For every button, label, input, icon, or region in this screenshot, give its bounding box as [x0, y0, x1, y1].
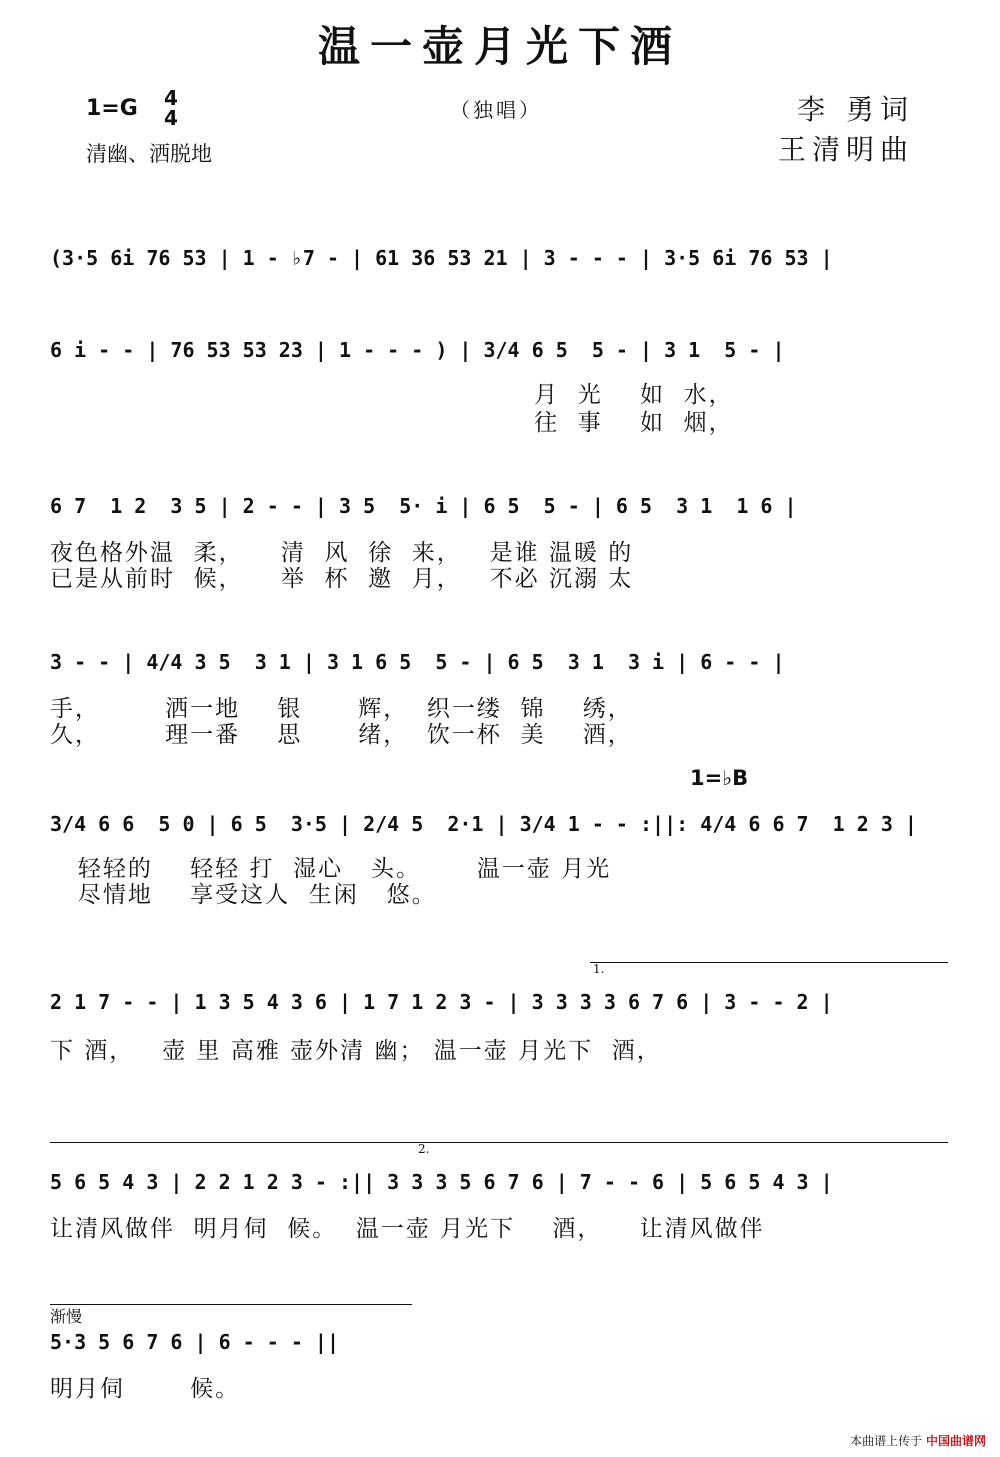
meter-top: 4 [164, 86, 178, 110]
lyric-line-2a: 月 光 如 水， [50, 382, 734, 408]
footer-prefix: 本曲谱上传于 [850, 1434, 923, 1448]
staff-line-6: 2 1 7 - - | 1 3 5 4 3 6 | 1 7 1 2 3 - | 3 3 3 3 6 7 6 | 3 - - 2 | [50, 990, 833, 1014]
lyric-line-3b: 已是从前时 候， 举 杯 邀 月， 不必 沉溺 太 [50, 566, 634, 592]
staff-line-8: 5·3 5 6 7 6 | 6 - - - || [50, 1330, 339, 1354]
lyricist-credit: 李 勇词 [797, 93, 914, 126]
lyric-line-5a: 轻轻的 轻轻 打 湿心 头。 温一壶 月光 [50, 856, 612, 882]
rit-bracket [50, 1304, 412, 1305]
lyric-line-3a: 夜色格外温 柔， 清 风 徐 来， 是谁 温暖 的 [50, 540, 634, 566]
lyric-line-4b: 久， 理一番 思 绪， 饮一杯 美 酒， [50, 722, 633, 748]
meter-bottom: 4 [164, 106, 178, 130]
song-title: 温一壶月光下酒 [317, 22, 682, 71]
staff-line-3: 6 7 1 2 3 5 | 2 - - | 3 5 5· i | 6 5 5 - | 6 5 3 1 1 6 | [50, 494, 797, 518]
time-signature [164, 88, 178, 128]
volta-2-label: 2. [418, 1142, 430, 1156]
staff-line-7: 5 6 5 4 3 | 2 2 1 2 3 - :|| 3 3 3 5 6 7 6 | 7 - - 6 | 5 6 5 4 3 | [50, 1170, 833, 1194]
lyric-line-2b: 往 事 如 烟， [50, 410, 734, 436]
tempo-change: 渐慢 [50, 1307, 83, 1326]
volta-1-label: 1. [593, 962, 605, 976]
lyric-line-4a: 手， 洒一地 银 辉， 织一缕 锦 绣， [50, 696, 633, 722]
key-signature: 1=G [86, 96, 138, 121]
tempo-marking: 清幽、洒脱地 [86, 142, 212, 166]
volta-1-bracket [590, 962, 948, 963]
staff-line-2: 6 i - - | 76 53 53 23 | 1 - - - ) | 3/4 6 5 5 - | 3 1 5 - | [50, 338, 785, 362]
staff-line-4: 3 - - | 4/4 3 5 3 1 | 3 1 6 5 5 - | 6 5 3 1 3 i | 6 - - | [50, 650, 785, 674]
lyric-line-6a: 下 酒， 壶 里 高雅 壶外清 幽； 温一壶 月光下 酒， [50, 1038, 662, 1064]
volta-line [50, 1142, 948, 1143]
performance-note: （独唱） [450, 98, 542, 122]
footer-credit [850, 1432, 986, 1449]
staff-line-5: 3/4 6 6 5 0 | 6 5 3·5 | 2/4 5 2·1 | 3/4 1 - - :||: 4/4 6 6 7 1 2 3 | [50, 812, 917, 836]
lyric-line-7a: 让清风做伴 明月伺 候。 温一壶 月光下 酒， 让清风做伴 [50, 1216, 765, 1242]
lyric-line-5b: 尽情地 享受这人 生闲 悠。 [50, 882, 437, 908]
site-logo[interactable]: 中国曲谱网 [925, 1434, 986, 1448]
composer-credit: 王清明曲 [777, 133, 914, 166]
lyric-line-8a: 明月伺 候。 [50, 1376, 241, 1402]
modulation-key: 1=♭B [690, 766, 749, 790]
staff-line-1: (3·5 6i 76 53 | 1 - ♭7 - | 61 36 53 21 | 3 - - - | 3·5 6i 76 53 | [50, 246, 833, 270]
